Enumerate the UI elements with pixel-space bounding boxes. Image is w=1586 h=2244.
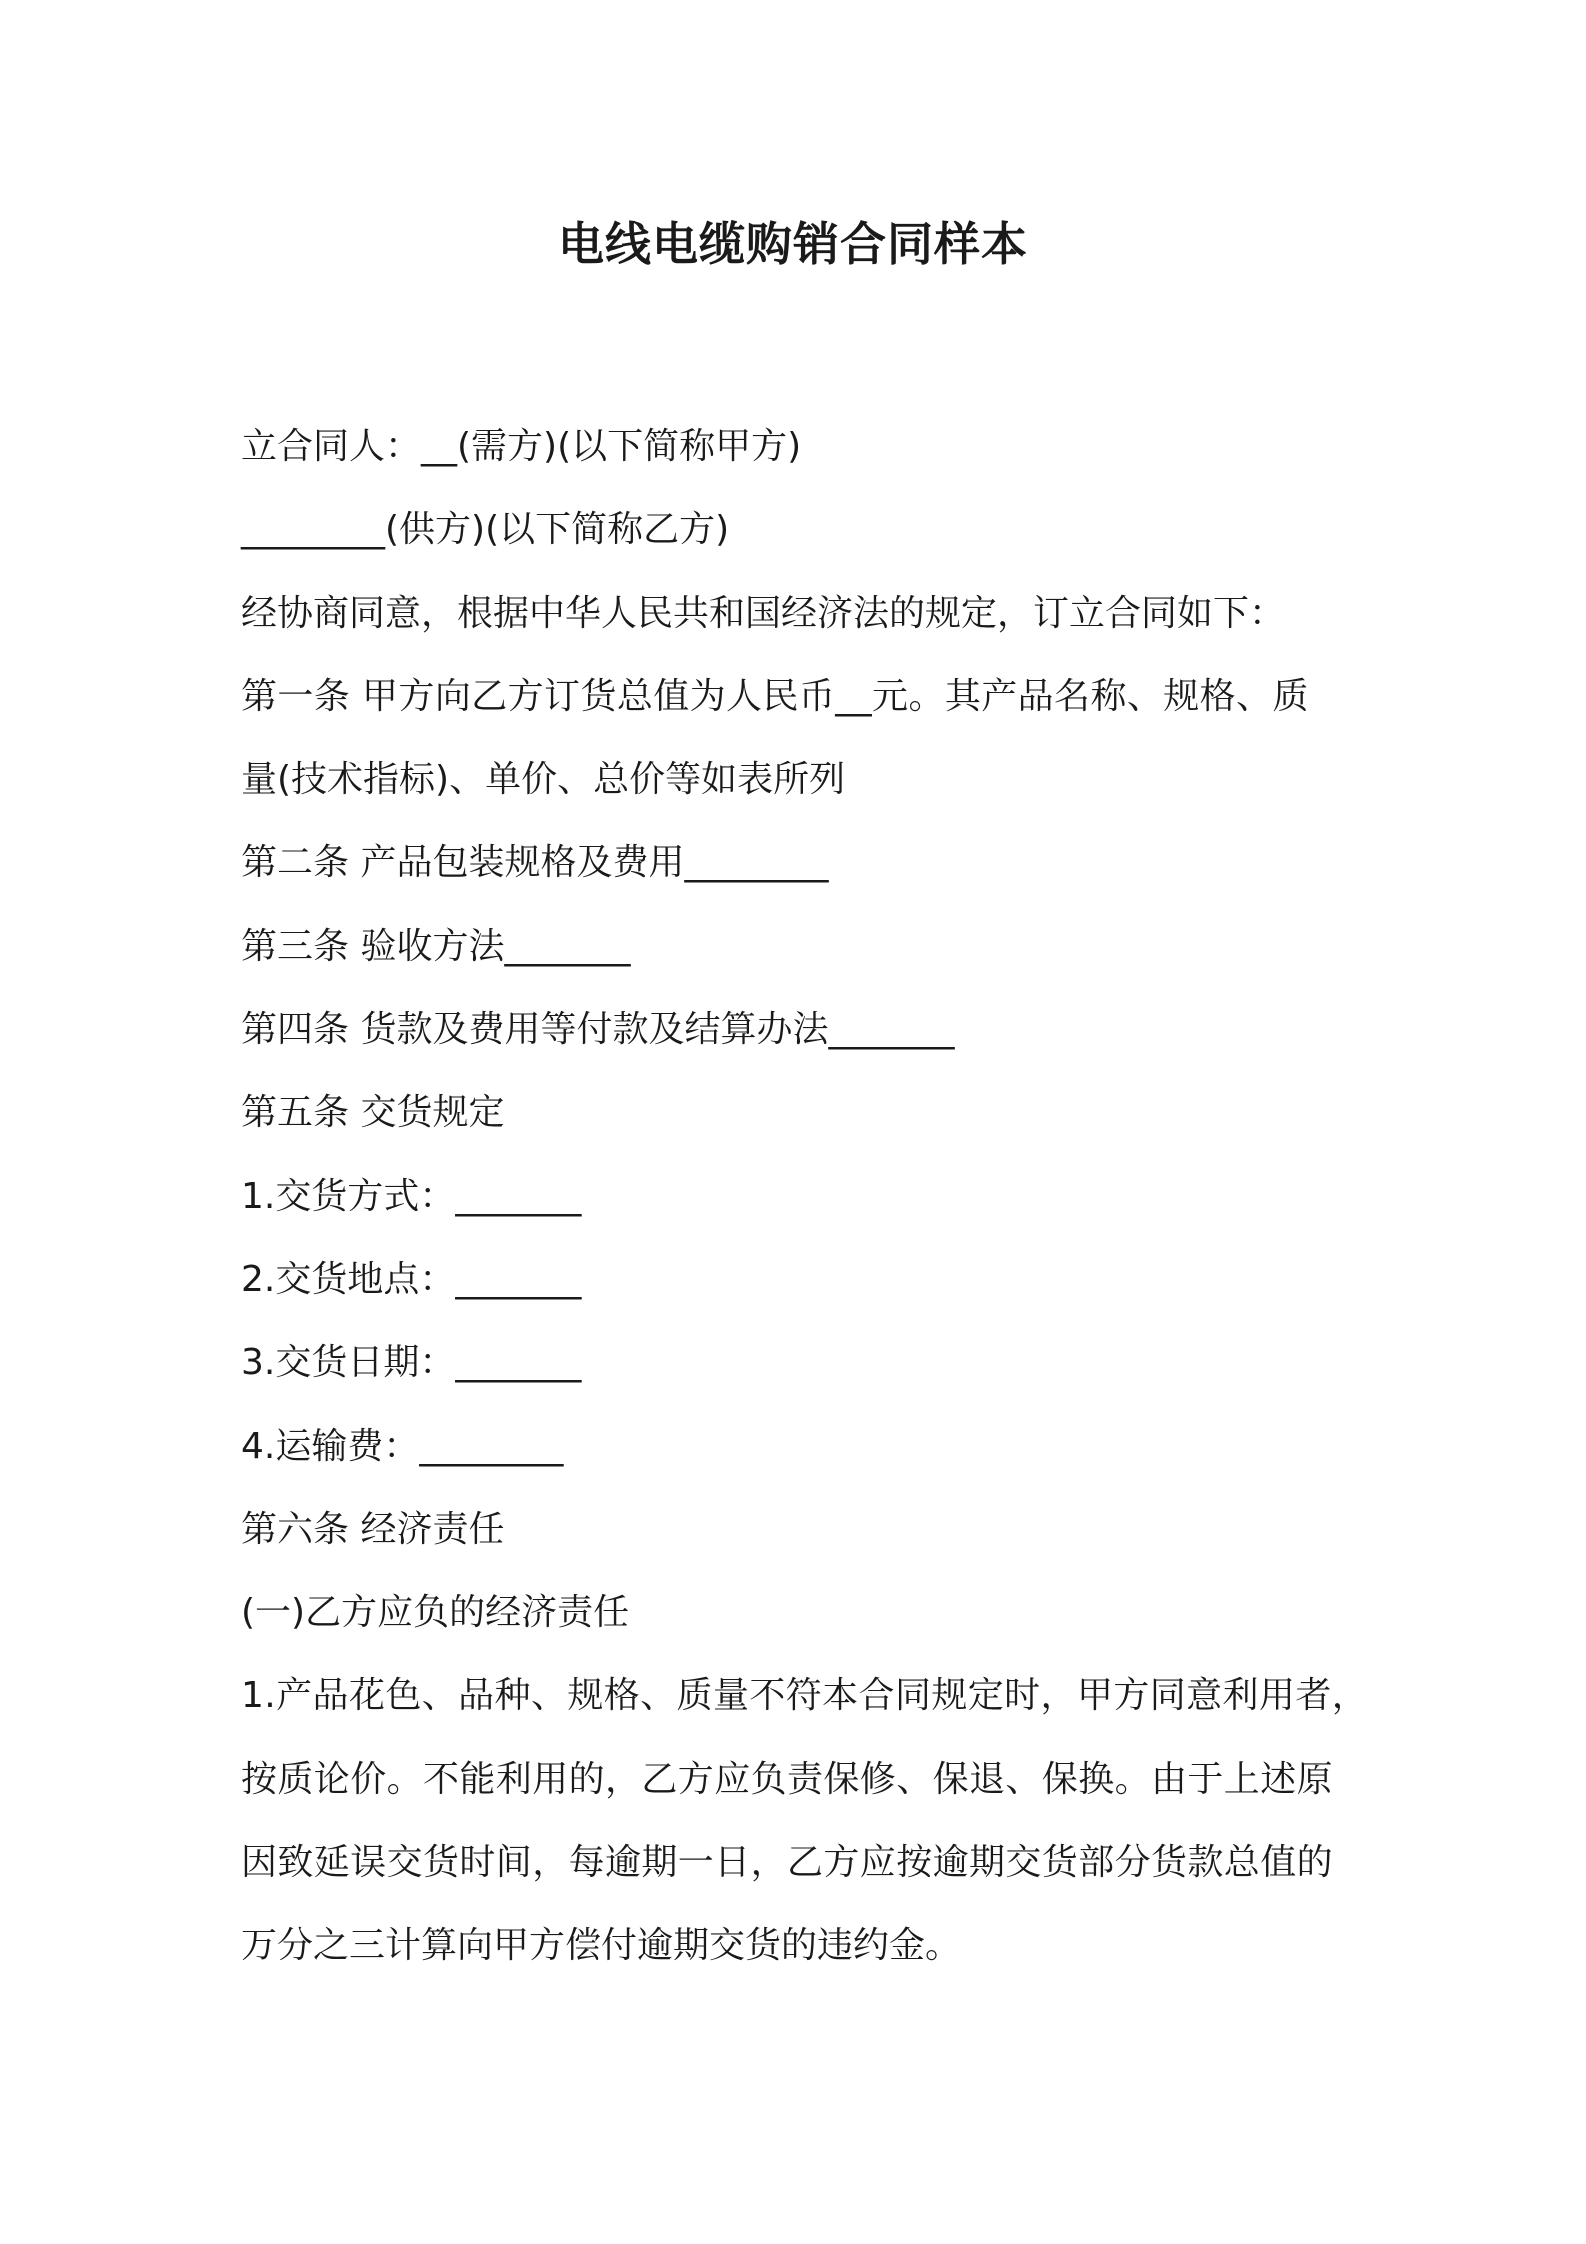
document-title: 电线电缆购销合同样本 [558, 217, 1028, 271]
text-line-article-1: 第一条 甲方向乙方订货总值为人民币__元。其产品名称、规格、质 [241, 675, 1309, 717]
text-line-article-3: 第三条 验收方法_______ [241, 925, 631, 967]
text-line-article-2: 第二条 产品包装规格及费用________ [241, 842, 829, 884]
text-line-liability-1-cont-c: 万分之三计算向甲方偿付逾期交货的违约金。 [241, 1925, 962, 1967]
text-line-parties-buyer: 立合同人：__(需方)(以下简称甲方) [241, 426, 802, 467]
text-line-delivery-method: 1.交货方式：_______ [241, 1175, 582, 1217]
text-line-article-1-cont: 量(技术指标)、单价、总价等如表所列 [241, 759, 846, 801]
text-line-article-4: 第四条 货款及费用等付款及结算办法_______ [241, 1009, 955, 1051]
document-body [241, 405, 1369, 1988]
text-line-liability-1-cont-a: 按质论价。不能利用的，乙方应负责保修、保退、保换。由于上述原 [241, 1758, 1334, 1800]
text-line-freight: 4.运输费：________ [241, 1425, 564, 1467]
text-line-article-6: 第六条 经济责任 [241, 1508, 505, 1550]
text-line-delivery-place: 2.交货地点：_______ [241, 1258, 582, 1300]
text-line-seller-liability: (一)乙方应负的经济责任 [241, 1592, 630, 1634]
text-line-article-5: 第五条 交货规定 [241, 1092, 505, 1134]
text-line-preamble: 经协商同意，根据中华人民共和国经济法的规定，订立合同如下： [241, 592, 1286, 634]
text-line-liability-1: 1.产品花色、品种、规格、质量不符本合同规定时，甲方同意利用者， [241, 1675, 1369, 1717]
text-line-liability-1-cont-b: 因致延误交货时间，每逾期一日，乙方应按逾期交货部分货款总值的 [241, 1842, 1334, 1884]
text-line-delivery-date: 3.交货日期：_______ [241, 1342, 582, 1384]
text-line-parties-seller: ________(供方)(以下简称乙方) [241, 509, 730, 551]
